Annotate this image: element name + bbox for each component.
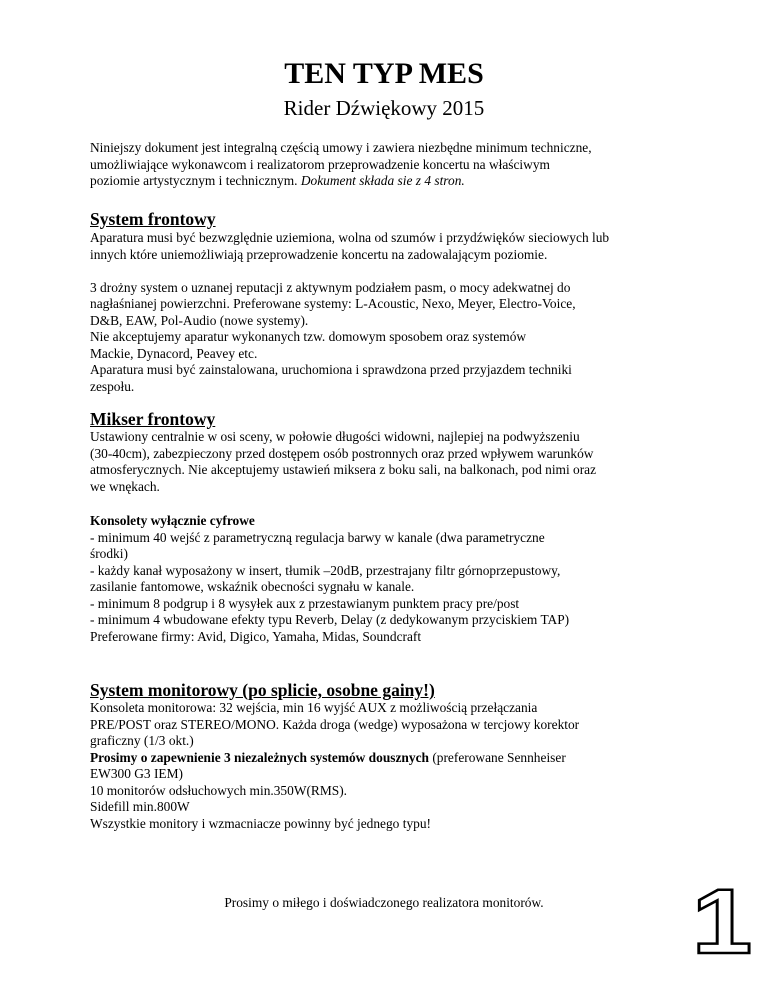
front-para1-line: Aparatura musi być bezwzględnie uziemiona, wolna od szumów i przydźwięków sieciowych lub	[90, 230, 610, 245]
monitor-iem-bold: Prosimy o zapewnienie 3 niezależnych systemów dousznych	[90, 749, 429, 765]
monitor-iem-line	[90, 750, 710, 767]
console-line: środki)	[90, 546, 128, 561]
section-heading-monitor-system: System monitorowy (po splicie, osobne gainy!)	[90, 680, 435, 700]
console-line: - minimum 8 podgrup i 8 wysyłek aux z przestawianym punktem pracy pre/post	[90, 595, 520, 611]
front-para2-line: nagłaśnianej powierzchni. Preferowane systemy: L-Acoustic, Nexo, Meyer, Electro-Voice,	[90, 296, 576, 311]
section-heading-front-system: System frontowy	[90, 209, 216, 229]
console-line: - każdy kanał wyposażony w insert, tłumik –20dB, przestrajany filtr górnoprzepustowy,	[90, 562, 561, 578]
mixer-para1-line: Ustawiony centralnie w osi sceny, w połowie długości widowni, najlepiej na podwyższeniu	[90, 429, 580, 444]
monitor-line: Konsoleta monitorowa: 32 wejścia, min 16 wyjść AUX z możliwością przełączania	[90, 700, 538, 715]
monitor-line: EW300 G3 IEM)	[90, 766, 183, 781]
monitor-iem-plain: (preferowane Sennheiser	[428, 749, 566, 765]
front-para2-line: zespołu.	[90, 378, 135, 394]
intro-line: Niniejszy dokument jest integralną częścią umowy i zawiera niezbędne minimum techniczne,	[90, 140, 592, 155]
front-system-text	[90, 230, 710, 395]
front-para2-line: D&B, EAW, Pol-Audio (nowe systemy).	[90, 312, 309, 328]
console-line: - minimum 4 wbudowane efekty typu Reverb, Delay (z dedykowanym przyciskiem TAP)	[90, 612, 570, 627]
section-heading-front-mixer: Mikser frontowy	[90, 409, 216, 429]
page-number	[691, 870, 753, 974]
intro-line-last	[90, 173, 710, 190]
front-para2-line: Mackie, Dynacord, Peavey etc.	[90, 345, 258, 361]
mixer-para1-line: atmosferycznych. Nie akceptujemy ustawień miksera z boku sali, na balkonach, pod nimi oraz	[90, 462, 597, 477]
monitor-line: graficzny (1/3 okt.)	[90, 733, 194, 748]
intro-last-plain: poziomie artystycznym i technicznym.	[90, 173, 301, 188]
console-line: - minimum 40 wejść z parametryczną regulacja barwy w kanale (dwa parametryczne	[90, 529, 545, 545]
document-title: TEN TYP MES	[284, 57, 484, 90]
monitor-system-text	[90, 700, 710, 832]
intro-paragraph	[90, 140, 710, 190]
front-para2-line: 3 drożny system o uznanej reputacji z aktywnym podziałem pasm, o mocy adekwatnej do	[90, 279, 571, 295]
intro-last-italic: Dokument składa sie z 4 stron.	[300, 173, 465, 188]
monitor-line: PRE/POST oraz STEREO/MONO. Każda droga (wedge) wyposażona w tercjowy korektor	[90, 716, 580, 732]
front-para2-line: Nie akceptujemy aparatur wykonanych tzw. domowym sposobem oraz systemów	[90, 329, 527, 344]
console-line: Preferowane firmy: Avid, Digico, Yamaha, Midas, Soundcraft	[90, 628, 422, 644]
console-requirements	[90, 513, 710, 645]
intro-line: umożliwiające wykonawcom i realizatorom przeprowadzenie koncertu na właściwym	[90, 156, 550, 172]
document-subtitle: Rider Dźwiękowy 2015	[283, 96, 485, 120]
footer-note: Prosimy o miłego i doświadczonego realizatora monitorów.	[224, 895, 544, 910]
page-number-text: 1	[691, 870, 753, 974]
front-para2-line: Aparatura musi być zainstalowana, uruchomiona i sprawdzona przed przyjazdem techniki	[90, 362, 572, 377]
mixer-para1-line: we wnękach.	[90, 478, 160, 494]
console-heading: Konsolety wyłącznie cyfrowe	[90, 513, 255, 528]
monitor-line: Sidefill min.800W	[90, 799, 190, 814]
mixer-para1-line: (30-40cm), zabezpieczony przed dostępem osób postronnych oraz przed wpływem warunków	[90, 445, 594, 461]
front-mixer-text	[90, 429, 710, 495]
front-para1-line: innych które uniemożliwiają przeprowadzenie koncertu na zadowalającym poziomie.	[90, 246, 548, 262]
monitor-line: Wszystkie monitory i wzmacniacze powinny być jednego typu!	[90, 815, 431, 831]
console-line: zasilanie fantomowe, wskaźnik obecności sygnału w kanale.	[90, 579, 415, 594]
monitor-line: 10 monitorów odsłuchowych min.350W(RMS).	[90, 782, 348, 798]
